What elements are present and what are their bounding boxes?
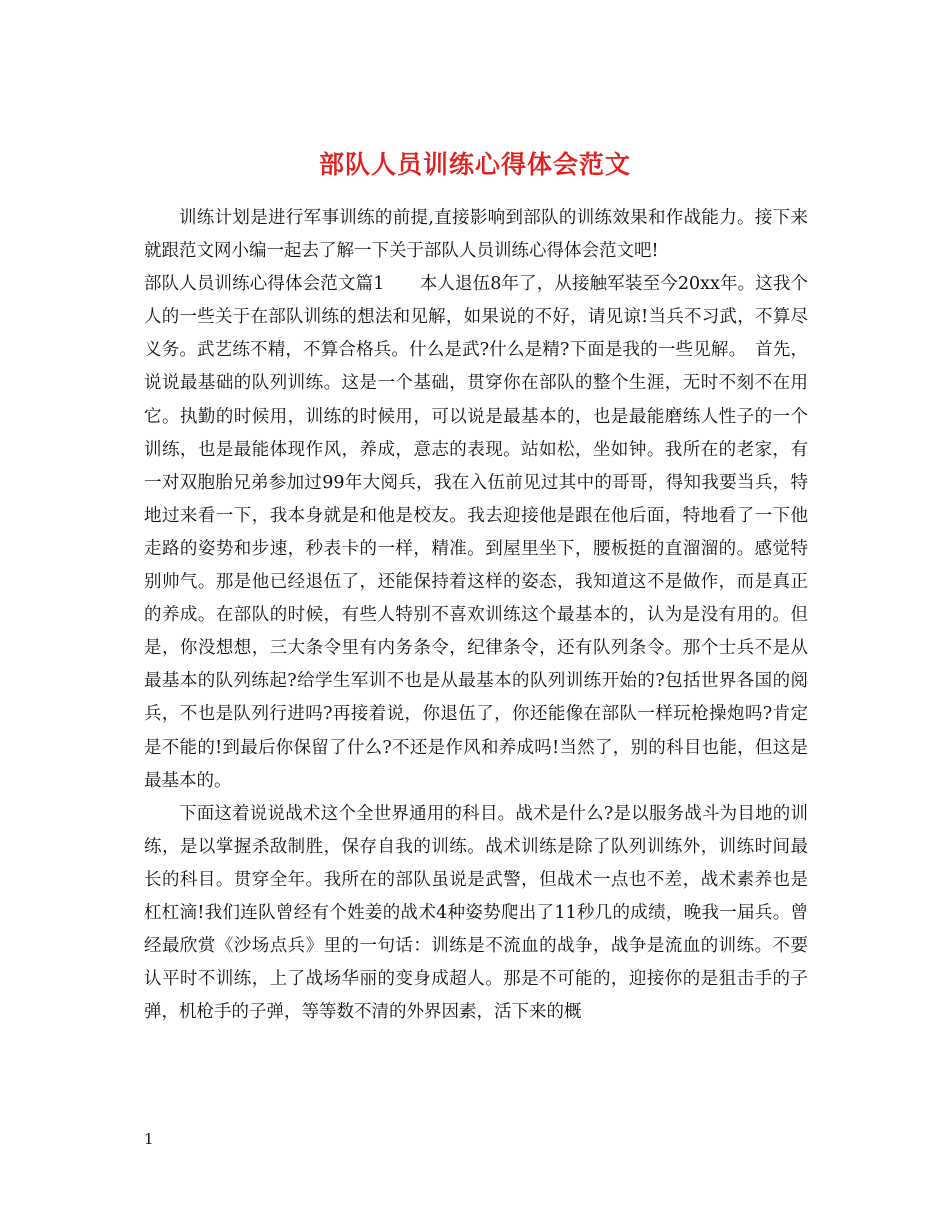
essay-paragraph-1: 部队人员训练心得体会范文篇1 本人退伍8年了，从接触军装至今20xx年。这我个人的一些关于在部队训练的想法和见解，如果说的不好，请见谅!当兵不习武，不算尽义务。武艺练不精，不算合格兵。什么是武?什么是精?下面是我的一些见解。 首先，说说最基础的队列训练。这是一个基础，贯穿你在部队的整个生涯，无时不刻不在用它。执勤的时候用，训练的时候用，可以说是最基本的，也是最能磨练人性子的一个训练，也是最能体现作风，养成，意志的表现。站如松，坐如钟。我所在的老家，有一对双胞胎兄弟参加过99年大阅兵，我在入伍前见过其中的哥哥，得知我要当兵，特地过来看一下，我本身就是和他是校友。我去迎接他是跟在他后面，特地看了一下他走路的姿势和步速，秒表卡的一样，精准。到屋里坐下，腰板挺的直溜溜的。感觉特别帅气。那是他已经退伍了，还能保持着这样的姿态，我知道这不是做作，而是真正的养成。在部队的时候，有些人特别不喜欢训练这个最基本的，认为是没有用的。但是，你没想想，三大条令里有内务条令，纪律条令，还有队列条令。那个士兵不是从最基本的队列练起?给学生军训不也是从最基本的队列训练开始的?包括世界各国的阅兵，不也是队列行进吗?再接着说，你退伍了，你还能像在部队一样玩枪操炮吗?肯定是不能的!到最后你保留了什么?不还是作风和养成吗!当然了，别的科目也能，但这是最基本的。 — [144, 274, 808, 791]
intro-paragraph: 训练计划是进行军事训练的前提,直接影响到部队的训练效果和作战能力。接下来就跟范文网小编一起去了解一下关于部队人员训练心得体会范文吧! — [144, 208, 808, 262]
page-title: 部队人员训练心得体会范文 — [318, 149, 631, 179]
essay-paragraph-2: 下面这着说说战术这个全世界通用的科目。战术是什么?是以服务战斗为目地的训练，是以掌握杀敌制胜，保存自我的训练。战术训练是除了队列训练外，训练时间最长的科目。贯穿全年。我所在的部队虽说是武警，但战术一点也不差，战术素养也是杠杠滴!我们连队曾经有个姓姜的战术4种姿势爬出了11秒几的成绩，晚我一届兵。曾经最欣赏《沙场点兵》里的一句话：训练是不流血的战争，战争是流血的训练。不要认平时不训练，上了战场华丽的变身成超人。那是不可能的，迎接你的是狙击手的子弹，机枪手的子弹，等等数不清的外界因素，活下来的概 — [144, 803, 808, 1023]
page-number: 1 — [144, 1130, 154, 1148]
article-body — [144, 202, 808, 1029]
